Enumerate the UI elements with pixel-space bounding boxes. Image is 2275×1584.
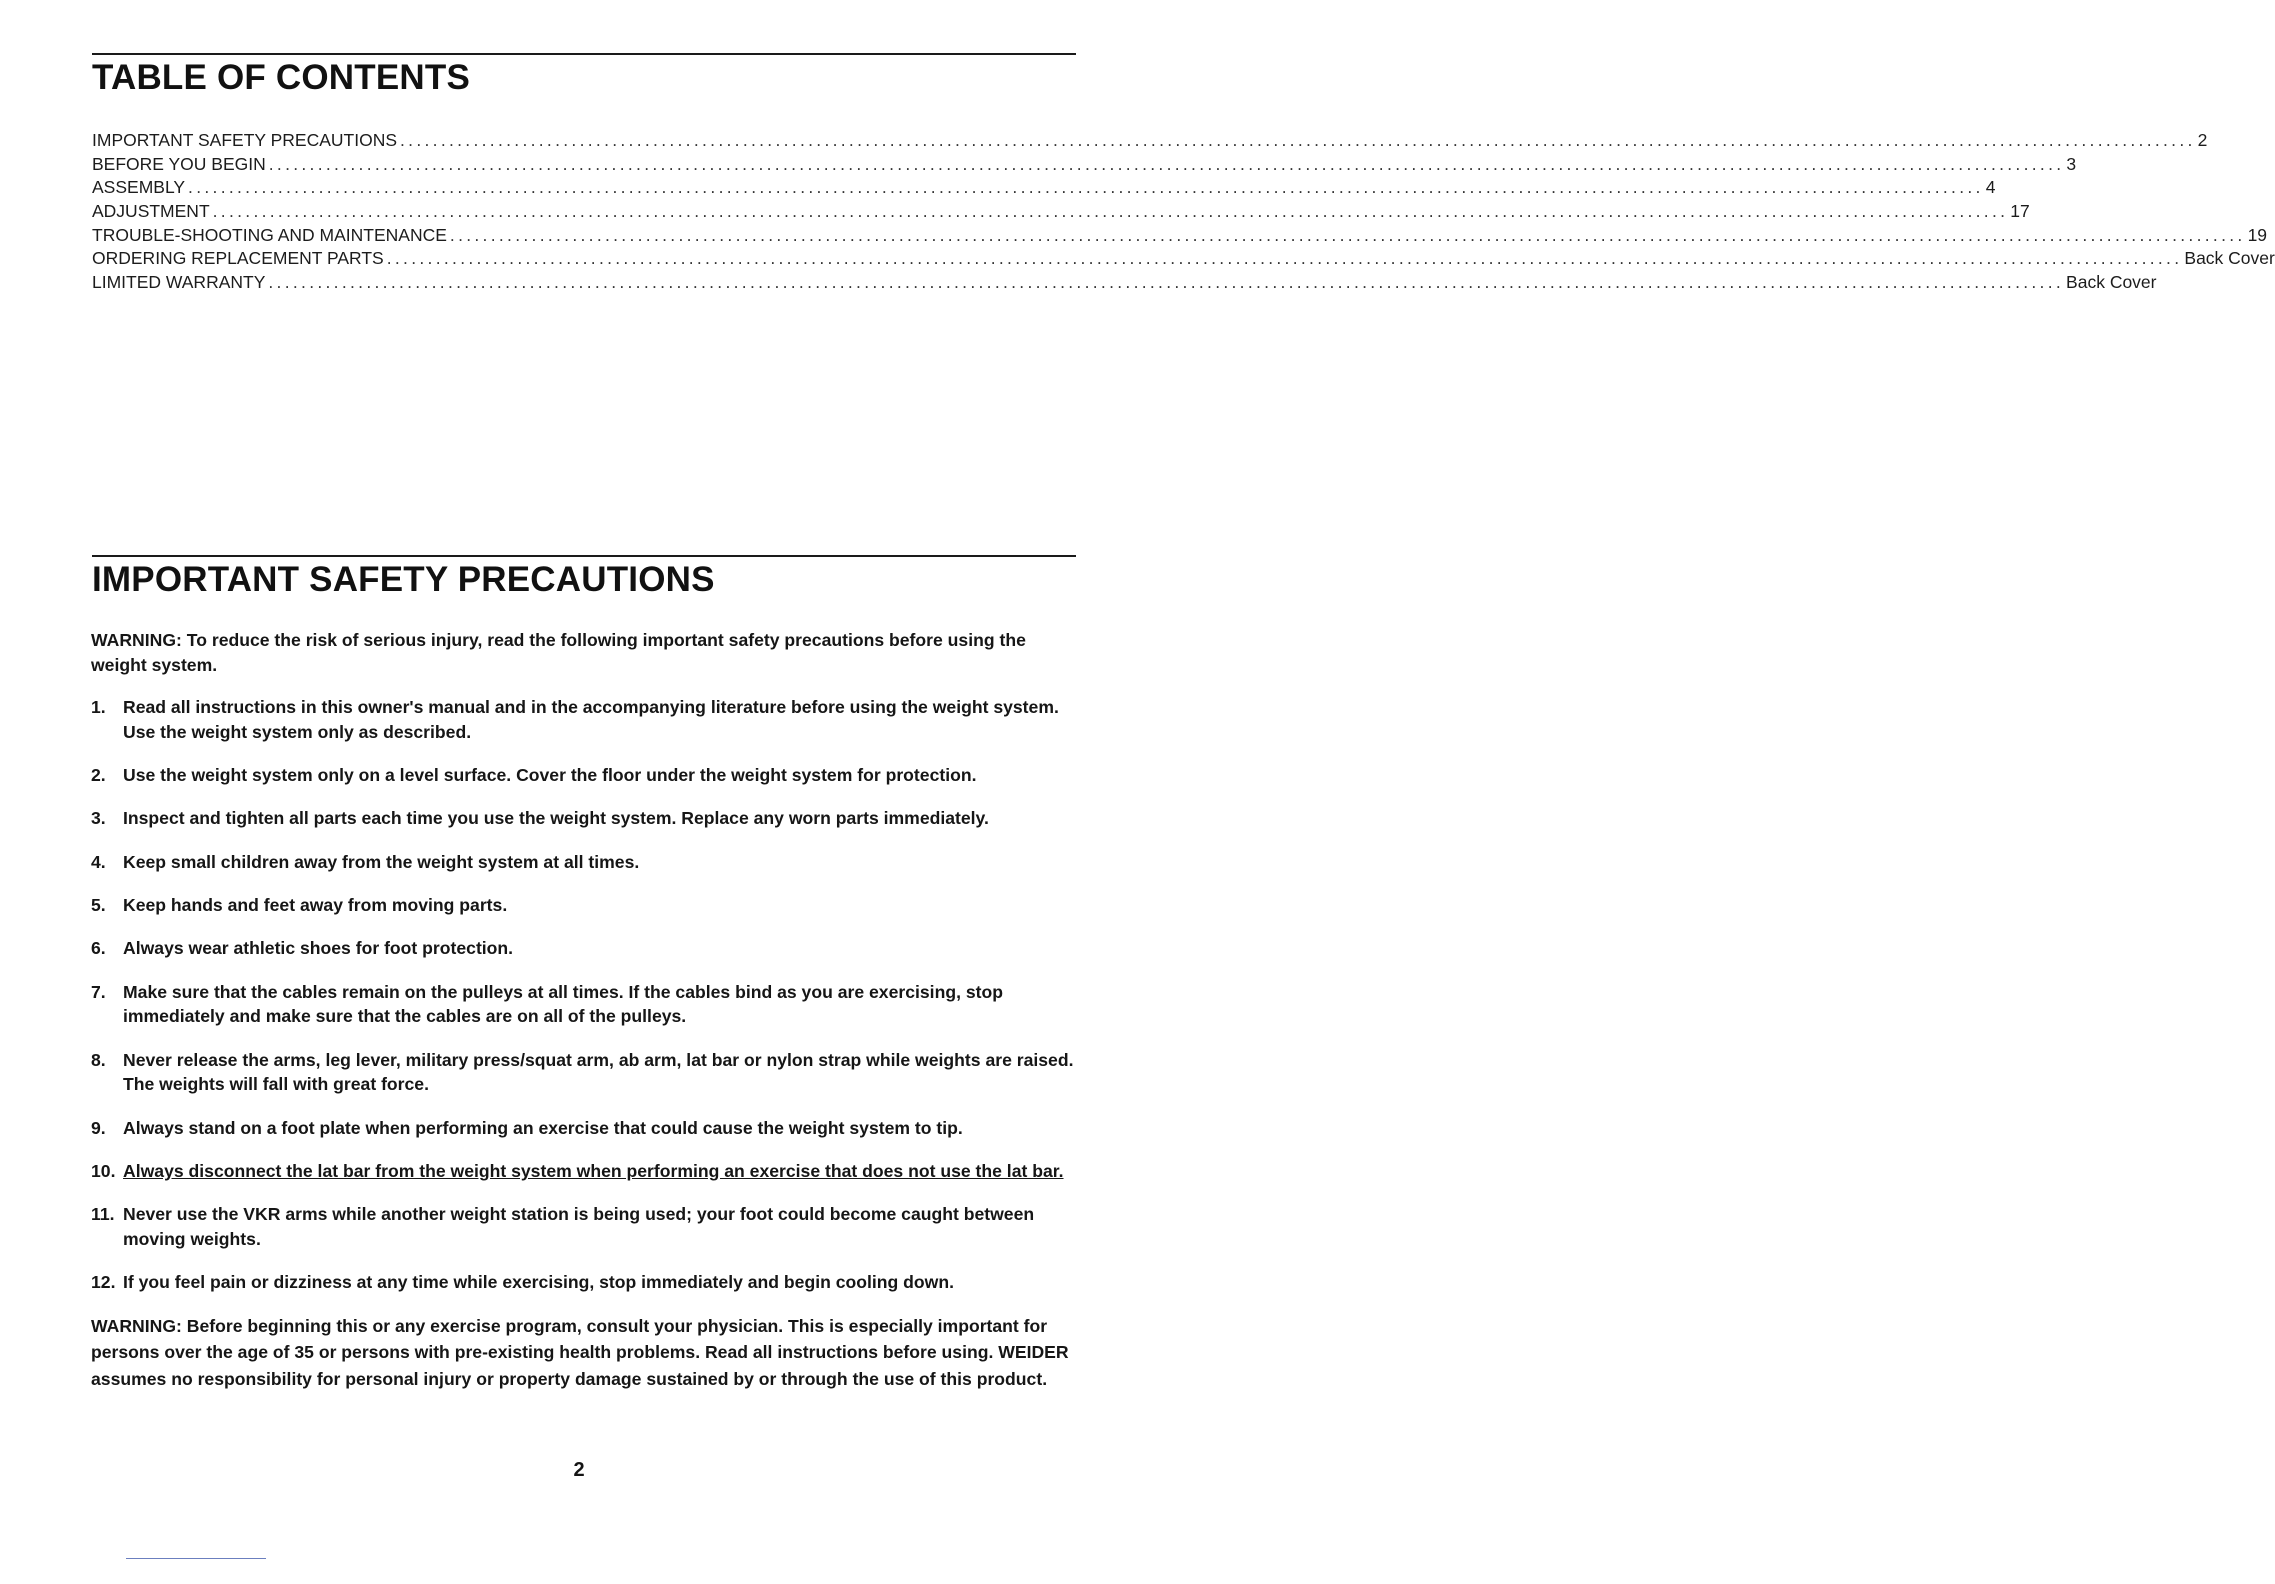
toc-entry-title: IMPORTANT SAFETY PRECAUTIONS	[92, 130, 398, 150]
warning-intro: WARNING: To reduce the risk of serious injury, read the following important safety precautions before using the weight system.	[91, 630, 1026, 675]
warning-closing: WARNING: Before beginning this or any exercise program, consult your physician. This is especially important for persons over the age of 35 or persons with pre-existing health problems. Read all instructions before using. WEIDER assumes no responsibility for personal injury or property damage sustained by or through the use of this product.	[91, 1315, 1069, 1389]
scan-artifact-line	[126, 1558, 266, 1559]
item-text: If you feel pain or dizziness at any time while exercising, stop immediately and begin cooling down.	[123, 1272, 954, 1293]
item-number: 9.	[91, 1117, 106, 1138]
safety-item	[91, 1116, 1076, 1141]
toc-entry-page: Back Cover	[2066, 272, 2157, 293]
toc-leader-dots: ............................................................................................................................................................................................................................	[386, 248, 2183, 269]
safety-top-rule	[92, 555, 1076, 557]
safety-item	[91, 1270, 1076, 1295]
safety-item	[91, 850, 1076, 875]
toc-leader-dots: ............................................................................................................................................................................................................................	[268, 153, 2065, 174]
toc-entry-title: LIMITED WARRANTY	[92, 272, 266, 293]
item-number: 7.	[91, 981, 106, 1002]
safety-item	[91, 893, 1076, 918]
safety-heading: IMPORTANT SAFETY PRECAUTIONS	[92, 560, 715, 599]
toc-list	[92, 130, 2275, 296]
item-text: Never use the VKR arms while another weight station is being used; your foot could become caught between moving weights.	[123, 1204, 1035, 1249]
item-text: Always wear athletic shoes for foot protection.	[123, 938, 514, 959]
toc-entry	[92, 201, 2030, 225]
toc-top-rule	[92, 53, 1076, 55]
safety-list	[91, 695, 1076, 1295]
safety-item	[91, 980, 1076, 1029]
toc-entry-page: 19	[2247, 224, 2268, 245]
toc-leader-dots: ............................................................................................................................................................................................................................	[188, 177, 1984, 198]
toc-leader-dots: ............................................................................................................................................................................................................................	[400, 130, 2196, 150]
item-number: 11.	[91, 1204, 115, 1225]
toc-leader-dots: ............................................................................................................................................................................................................................	[449, 224, 2246, 245]
item-text: Always stand on a foot plate when performing an exercise that could cause the weight system to tip.	[123, 1117, 963, 1138]
item-text: Keep hands and feet away from moving parts.	[123, 895, 508, 916]
item-text: Make sure that the cables remain on the pulleys at all times. If the cables bind as you are exercising, stop immediately and make sure that the cables are on all of the pulleys.	[123, 981, 1003, 1027]
item-text: Keep small children away from the weight system at all times.	[123, 851, 640, 872]
toc-entry-page: 3	[2066, 153, 2077, 174]
toc-leader-dots: ............................................................................................................................................................................................................................	[212, 201, 2009, 222]
toc-entry-page: 17	[2010, 201, 2030, 222]
safety-item	[91, 763, 1076, 788]
toc-entry-title: ASSEMBLY	[92, 177, 186, 198]
safety-item	[91, 695, 1076, 744]
item-number: 6.	[91, 938, 106, 959]
item-number: 4.	[91, 851, 106, 872]
item-text: Inspect and tighten all parts each time you use the weight system. Replace any worn parts immediately.	[123, 808, 989, 829]
item-text: Never release the arms, leg lever, military press/squat arm, ab arm, lat bar or nylon strap while weights are raised. The weights will fall with great force.	[123, 1049, 1074, 1095]
safety-body	[91, 628, 1076, 1392]
safety-item	[91, 936, 1076, 961]
toc-entry	[92, 248, 2275, 272]
toc-entry-title: ADJUSTMENT	[92, 201, 210, 222]
toc-entry	[92, 177, 1996, 201]
toc-leader-dots: ............................................................................................................................................................................................................................	[268, 272, 2065, 293]
item-number: 1.	[91, 697, 106, 717]
item-number: 12.	[91, 1272, 116, 1293]
toc-entry-title: ORDERING REPLACEMENT PARTS	[92, 248, 384, 269]
item-number: 2.	[91, 764, 106, 785]
item-number: 10.	[91, 1161, 116, 1182]
toc-entry-page: 2	[2197, 130, 2208, 150]
toc-heading: TABLE OF CONTENTS	[92, 58, 471, 97]
toc-entry	[92, 153, 2077, 178]
toc-entry-title: BEFORE YOU BEGIN	[92, 153, 266, 174]
item-text: Read all instructions in this owner's manual and in the accompanying literature before using the weight system. Use the weight system only as described.	[123, 697, 1059, 742]
toc-entry	[92, 224, 2268, 249]
item-text: Use the weight system only on a level surface. Cover the floor under the weight system for protection.	[123, 764, 977, 785]
toc-entry-page: Back Cover	[2184, 248, 2275, 269]
page-number: 2	[573, 1459, 585, 1481]
toc-entry	[92, 272, 2157, 296]
item-number: 8.	[91, 1049, 106, 1070]
safety-item	[91, 1159, 1076, 1184]
safety-item	[91, 1048, 1076, 1097]
item-number: 5.	[91, 895, 106, 916]
safety-item	[91, 806, 1076, 831]
toc-entry	[92, 130, 2208, 154]
toc-entry-page: 4	[1985, 177, 1996, 198]
safety-item	[91, 1202, 1076, 1251]
toc-entry-title: TROUBLE-SHOOTING AND MAINTENANCE	[92, 224, 447, 245]
item-number: 3.	[91, 808, 106, 829]
item-text: Always disconnect the lat bar from the weight system when performing an exercise that does not use the lat bar.	[123, 1161, 1064, 1182]
